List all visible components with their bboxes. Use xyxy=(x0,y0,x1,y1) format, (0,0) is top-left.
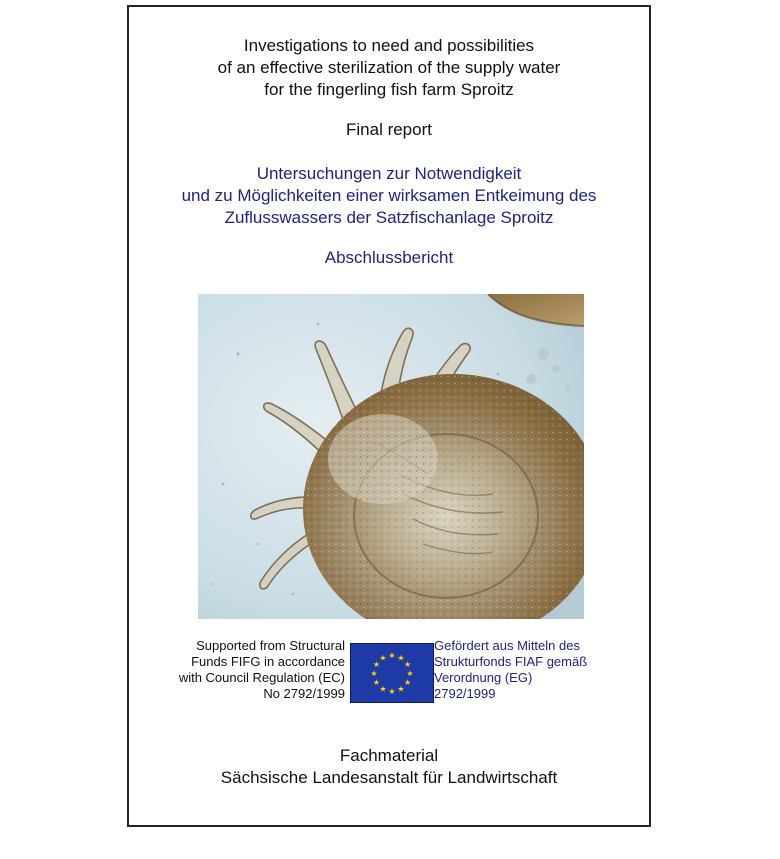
german-title-line: Zuflusswassers der Satzfischanlage Sproitz xyxy=(224,208,554,227)
support-note-line: Strukturfonds FIAF gemäß xyxy=(434,654,588,669)
microscope-photo xyxy=(198,294,584,619)
german-title-line: und zu Möglichkeiten einer wirksamen Entkeimung des xyxy=(181,186,597,205)
support-note-line: Supported from Structural xyxy=(196,638,345,653)
svg-text:★: ★ xyxy=(406,669,414,678)
german-subtitle: Abschlussbericht xyxy=(324,248,454,267)
support-note-line: 2792/1999 xyxy=(434,686,496,701)
svg-text:★: ★ xyxy=(372,660,380,669)
svg-text:★: ★ xyxy=(404,660,412,669)
svg-text:★: ★ xyxy=(379,684,387,694)
svg-text:★: ★ xyxy=(388,687,396,696)
support-note-line: Gefördert aus Mitteln des xyxy=(434,638,580,653)
svg-text:★: ★ xyxy=(397,684,405,694)
publisher-name: Sächsische Landesanstalt für Landwirtschaft xyxy=(220,768,558,787)
german-title-line: Untersuchungen zur Notwendigkeit xyxy=(256,164,522,183)
support-note-line: No 2792/1999 xyxy=(263,686,345,701)
support-note-german xyxy=(434,638,644,702)
english-title-line: of an effective sterilization of the supply water xyxy=(217,58,561,77)
english-title-line: Investigations to need and possibilities xyxy=(243,36,535,55)
english-title-line: for the fingerling fish farm Sproitz xyxy=(264,80,514,99)
support-note-english xyxy=(129,638,345,702)
publisher-block xyxy=(129,745,649,789)
english-subtitle: Final report xyxy=(346,120,432,139)
svg-text:★: ★ xyxy=(404,678,412,687)
svg-text:★: ★ xyxy=(379,653,387,663)
support-note-line: Funds FIFG in accordance xyxy=(191,654,345,669)
document-page xyxy=(127,5,651,827)
german-title xyxy=(129,163,649,229)
svg-text:★: ★ xyxy=(370,669,378,678)
support-note-line: with Council Regulation (EC) xyxy=(178,670,345,685)
english-title xyxy=(129,35,649,101)
svg-text:★: ★ xyxy=(372,678,380,687)
eu-flag-icon xyxy=(350,643,434,703)
support-note-line: Verordnung (EG) xyxy=(434,670,533,685)
svg-text:★: ★ xyxy=(397,653,405,663)
svg-text:★: ★ xyxy=(388,651,396,660)
publisher-series: Fachmaterial xyxy=(339,746,439,765)
